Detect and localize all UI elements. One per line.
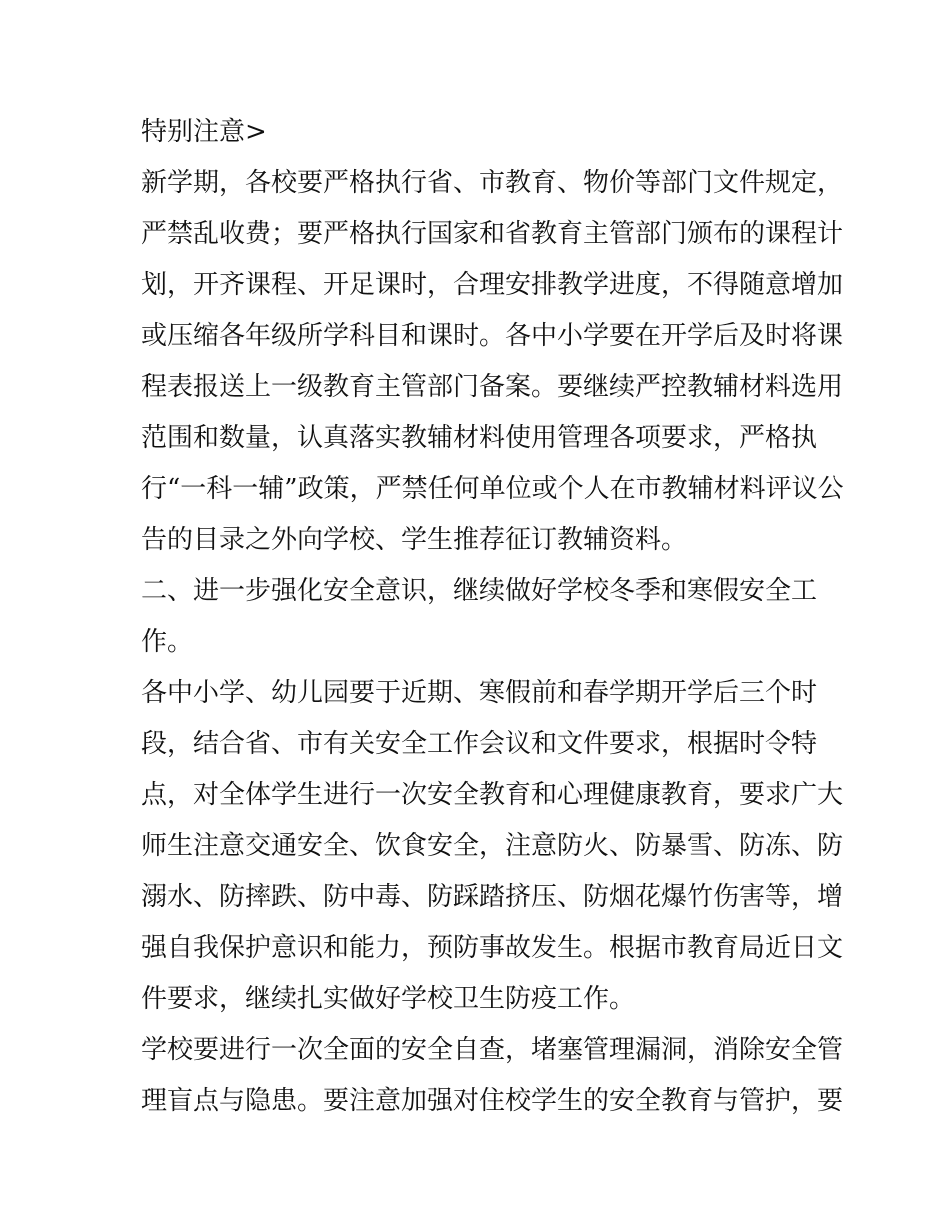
text-line: 二、进一步强化安全意识，继续做好学校冬季和寒假安全工 — [141, 576, 818, 606]
text-line: 新学期，各校要严格执行省、市教育、物价等部门文件规定， — [141, 168, 844, 198]
text-line: 各中小学、幼儿园要于近期、寒假前和春学期开学后三个时 — [141, 678, 818, 708]
text-line: 划，开齐课程、开足课时，合理安排教学进度，不得随意增加 — [141, 270, 844, 300]
text-line: 学校要进行一次全面的安全自查，堵塞管理漏洞，消除安全管 — [141, 1035, 844, 1065]
text-line: 溺水、防摔跌、防中毒、防踩踏挤压、防烟花爆竹伤害等，增 — [141, 882, 844, 912]
text-line: 理盲点与隐患。要注意加强对住校学生的安全教育与管护，要 — [141, 1086, 844, 1116]
text-line: 告的目录之外向学校、学生推荐征订教辅资料。 — [141, 525, 688, 555]
text-line: 或压缩各年级所学科目和课时。各中小学要在开学后及时将课 — [141, 321, 844, 351]
document-body — [141, 107, 844, 1127]
text-line: 师生注意交通安全、饮食安全，注意防火、防暴雪、防冻、防 — [141, 831, 844, 861]
text-line: 行“一科一辅”政策，严禁任何单位或个人在市教辅材料评议公 — [141, 474, 844, 504]
text-line: 段，结合省、市有关安全工作会议和文件要求，根据时令特 — [141, 729, 818, 759]
text-line: 特别注意> — [141, 117, 267, 147]
text-line: 件要求，继续扎实做好学校卫生防疫工作。 — [141, 984, 636, 1014]
text-line: 作。 — [141, 627, 194, 657]
text-line: 点，对全体学生进行一次安全教育和心理健康教育，要求广大 — [141, 780, 844, 810]
text-line: 范围和数量，认真落实教辅材料使用管理各项要求，严格执 — [141, 423, 818, 453]
text-line: 严禁乱收费；要严格执行国家和省教育主管部门颁布的课程计 — [141, 219, 844, 249]
text-line: 强自我保护意识和能力，预防事故发生。根据市教育局近日文 — [141, 933, 844, 963]
text-line: 程表报送上一级教育主管部门备案。要继续严控教辅材料选用 — [141, 372, 844, 402]
